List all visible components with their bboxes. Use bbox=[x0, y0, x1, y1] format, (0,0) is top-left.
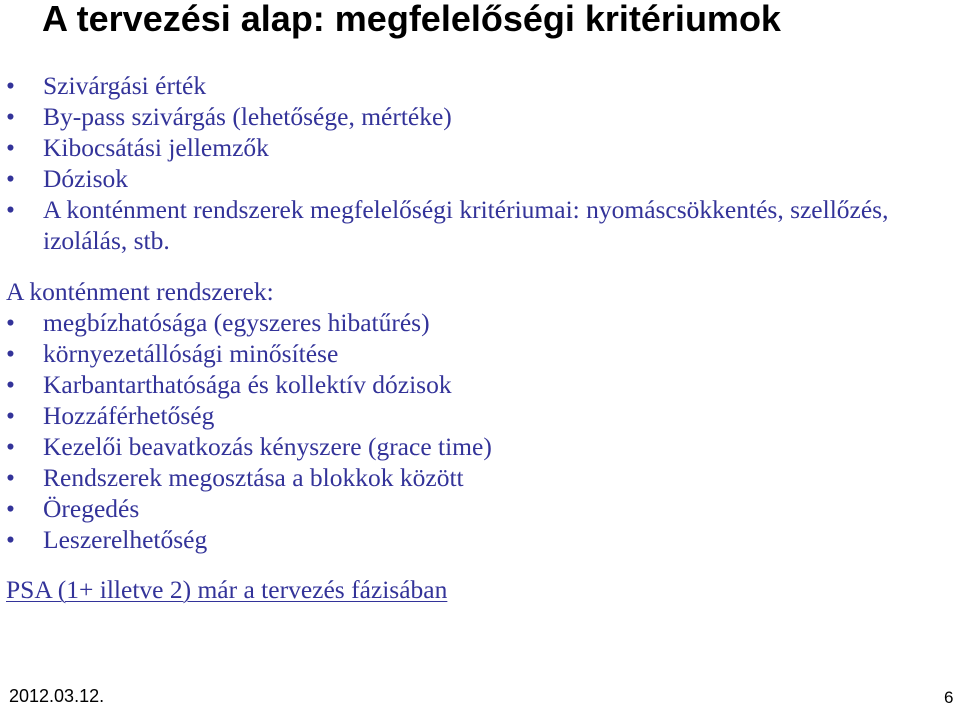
list-item: • Szivárgási érték bbox=[0, 70, 945, 101]
psa-note: PSA (1+ illetve 2) már a tervezés fázisában bbox=[6, 575, 448, 604]
operational-list bbox=[0, 431, 945, 555]
slide-body bbox=[0, 70, 945, 605]
list-item: • Öregedés bbox=[0, 493, 945, 524]
list-item: • Kezelői beavatkozás kényszere (grace time) bbox=[0, 431, 945, 462]
list-item: • By-pass szivárgás (lehetősége, mértéke) bbox=[0, 101, 945, 132]
list-item: • Hozzáférhetőség bbox=[0, 400, 945, 431]
list-item: • Karbantarthatósága és kollektív dózisok bbox=[0, 369, 945, 400]
list-item: • Leszerelhetőség bbox=[0, 524, 945, 555]
footer-date: 2012.03.12. bbox=[9, 686, 105, 706]
containment-list bbox=[0, 307, 945, 431]
containment-heading: A konténment rendszerek: bbox=[6, 277, 274, 306]
list-item: • Kibocsátási jellemzők bbox=[0, 132, 945, 163]
list-item: • megbízhatósága (egyszeres hibatűrés) bbox=[0, 307, 945, 338]
page-number: 6 bbox=[944, 688, 954, 707]
list-item: • A konténment rendszerek megfelelőségi kritériumai: nyomáscsökkentés, szellőzés, izolálás, stb. bbox=[0, 194, 945, 256]
slide-title: A tervezési alap: megfelelőségi kritériumok bbox=[42, 0, 781, 39]
criteria-list bbox=[0, 70, 945, 256]
list-item: • Dózisok bbox=[0, 163, 945, 194]
list-item: • Rendszerek megosztása a blokkok között bbox=[0, 462, 945, 493]
list-item: • környezetállósági minősítése bbox=[0, 338, 945, 369]
